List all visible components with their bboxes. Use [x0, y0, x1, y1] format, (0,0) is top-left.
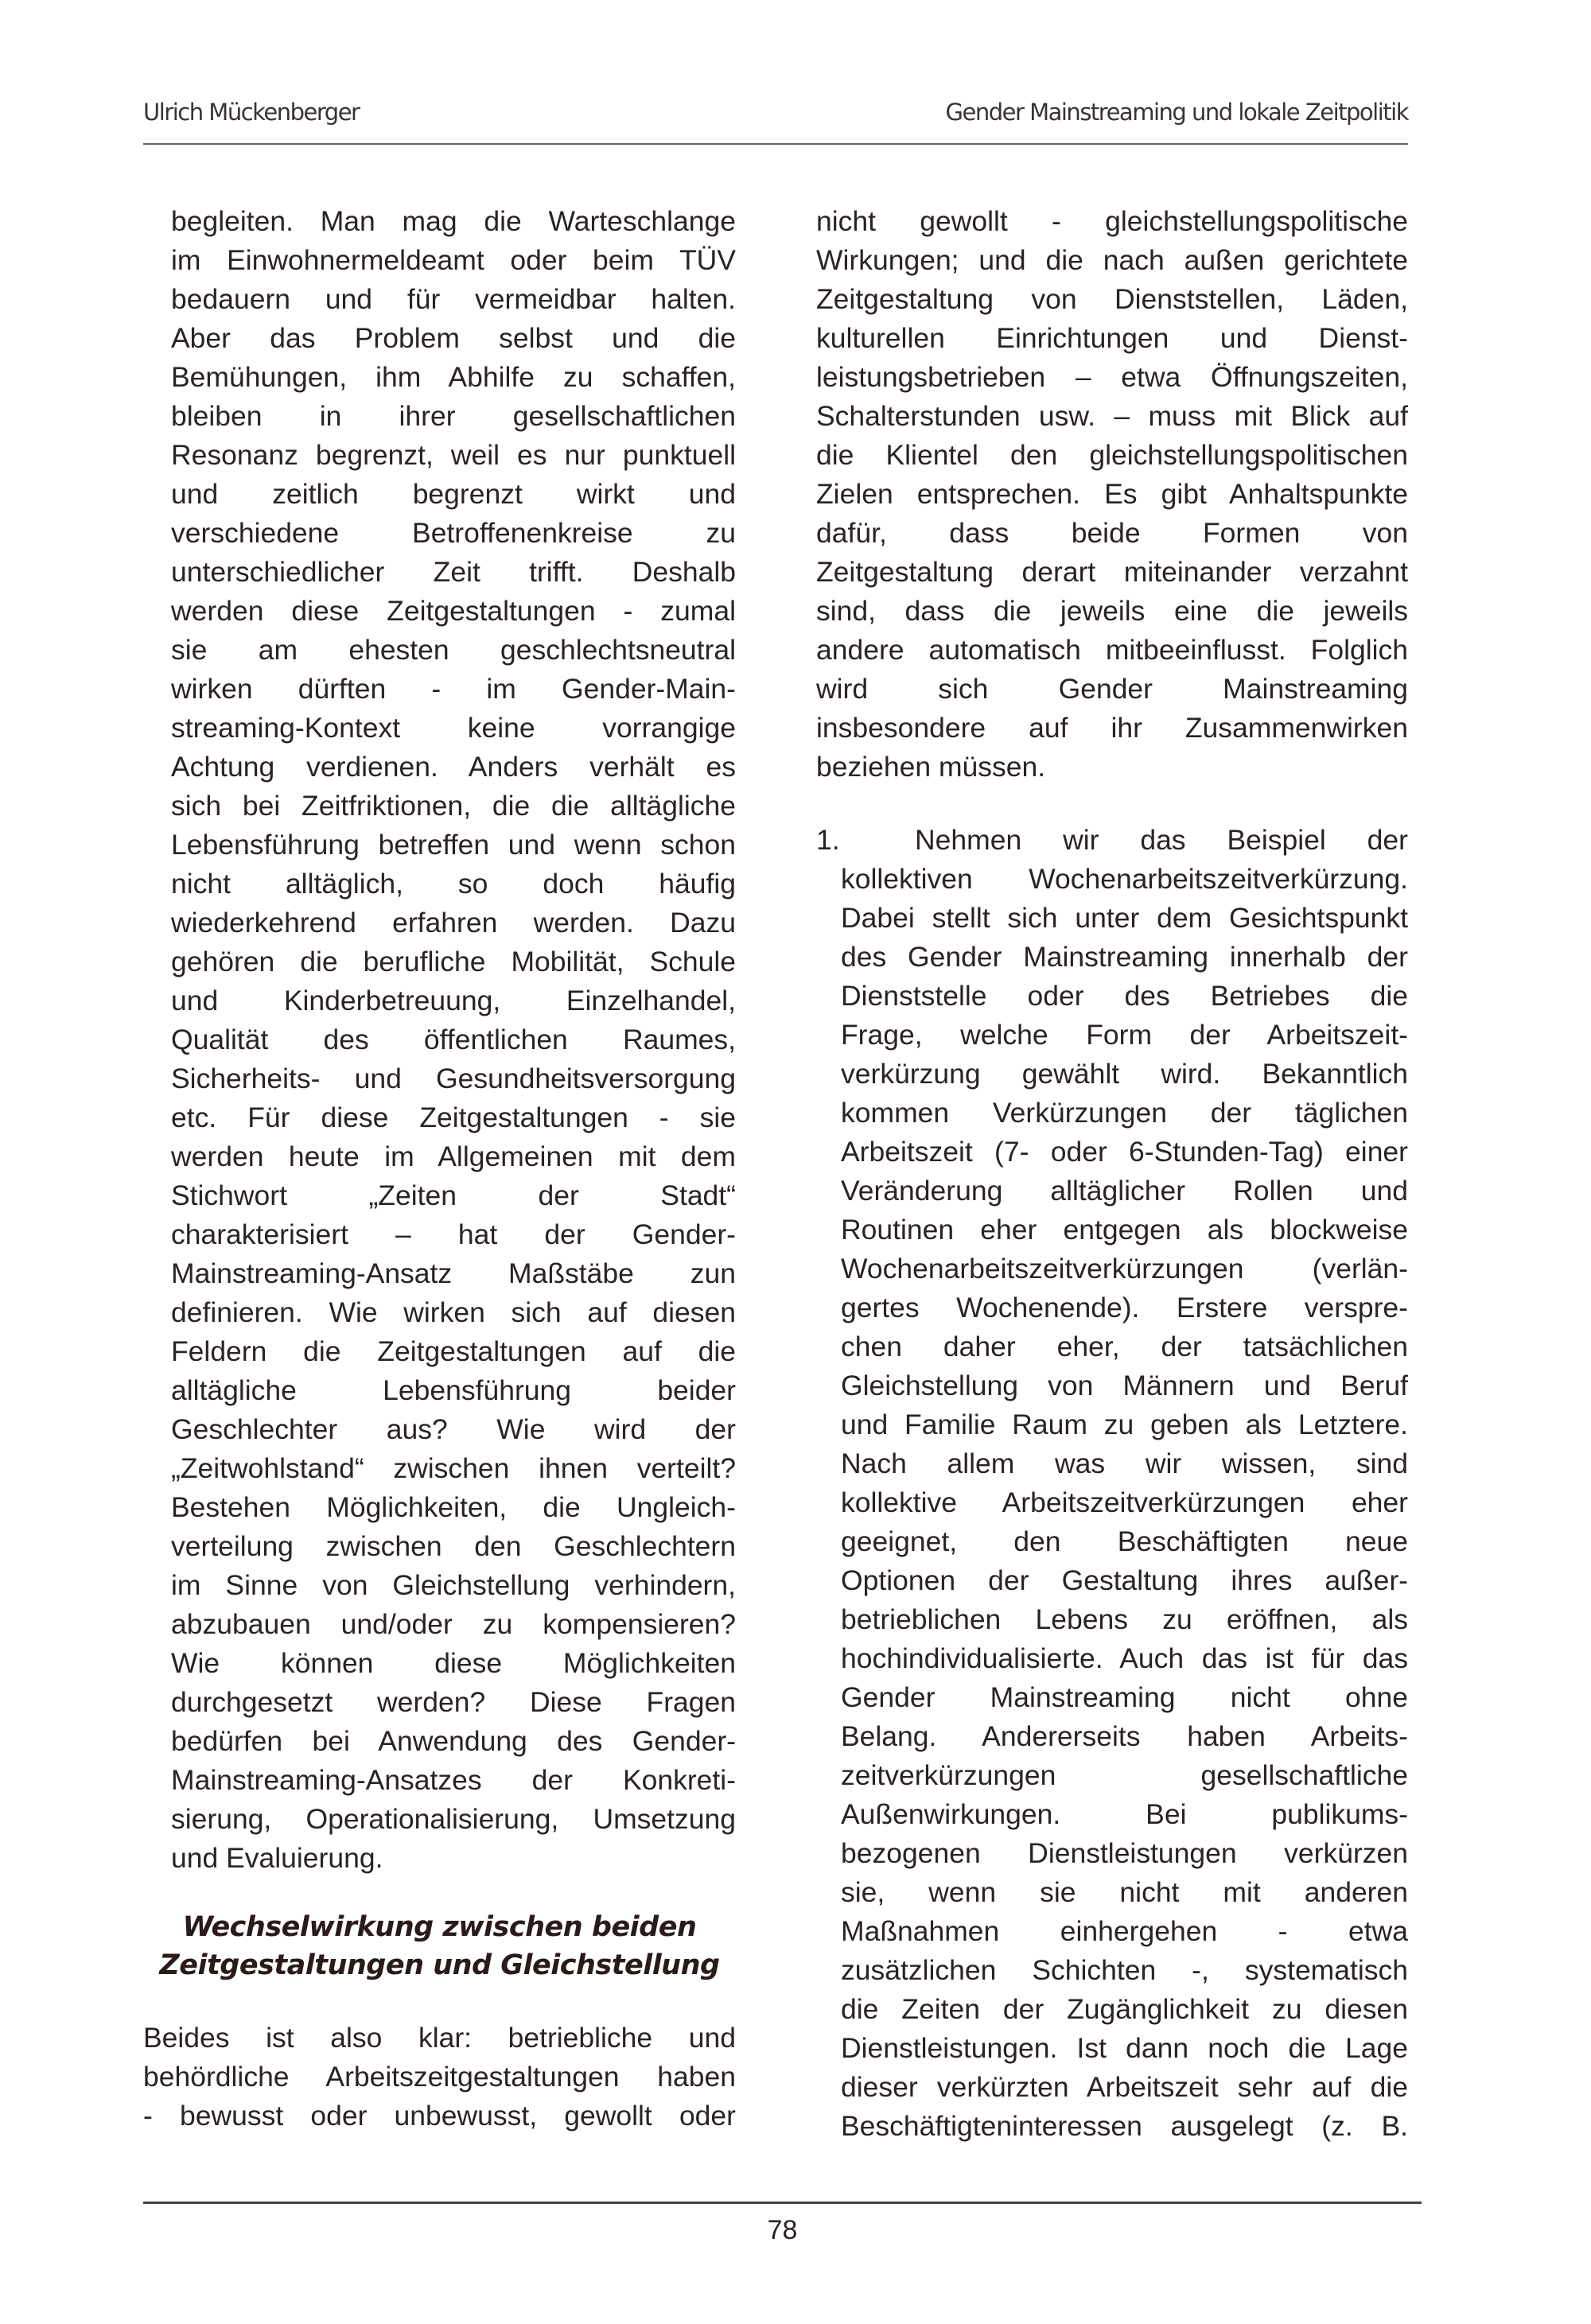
- text-line: Mainstreaming-Ansatz Maßstäbe zun: [171, 1257, 736, 1289]
- text-line: Zielen entsprechen. Es gibt Anhaltspunkte: [816, 478, 1408, 510]
- text-line: gertes Wochenende). Erstere verspre-: [841, 1292, 1408, 1323]
- right-paragraph-1: [816, 202, 1408, 787]
- text-line: zusätzlichen Schichten -, systematisch: [841, 1954, 1408, 1986]
- page-number: 78: [767, 2215, 798, 2245]
- text-line: Optionen der Gestaltung ihres außer-: [841, 1564, 1408, 1596]
- text-line: im Einwohnermeldeamt oder beim TÜV: [171, 244, 736, 276]
- text-line: Dabei stellt sich unter dem Gesichtspunkt: [841, 902, 1408, 934]
- text-line: verkürzung gewählt wird. Bekanntlich: [841, 1058, 1408, 1090]
- text-line: Dienststelle oder des Betriebes die: [841, 980, 1408, 1012]
- text-line: charakterisiert – hat der Gender-: [171, 1218, 736, 1250]
- text-line: sie, wenn sie nicht mit anderen: [841, 1876, 1408, 1908]
- text-line: Gleichstellung von Männern und Beruf: [841, 1370, 1408, 1401]
- text-line: bedürfen bei Anwendung des Gender-: [171, 1725, 736, 1757]
- text-line: des Gender Mainstreaming innerhalb der: [841, 941, 1408, 973]
- text-line: Feldern die Zeitgestaltungen auf die: [171, 1335, 736, 1367]
- text-line: Belang. Andererseits haben Arbeits-: [841, 1720, 1408, 1752]
- text-line: geeignet, den Beschäftigten neue: [841, 1525, 1408, 1557]
- text-line: Geschlechter aus? Wie wird der: [171, 1413, 736, 1445]
- text-line: definieren. Wie wirken sich auf diesen: [171, 1296, 736, 1328]
- text-line: und Kinderbetreuung, Einzelhandel,: [171, 985, 736, 1016]
- running-header-author: Ulrich Mückenberger: [143, 99, 360, 126]
- text-line: die Klientel den gleichstellungspolitischen: [816, 439, 1408, 471]
- text-line: Schalterstunden usw. – muss mit Blick auf: [816, 400, 1408, 432]
- text-line: unterschiedlicher Zeit trifft. Deshalb: [171, 556, 736, 588]
- text-line: verschiedene Betroffenenkreise zu: [171, 517, 736, 549]
- text-line: werden heute im Allgemeinen mit dem: [171, 1141, 736, 1172]
- text-line: insbesondere auf ihr Zusammenwirken: [816, 712, 1408, 744]
- text-line: bezogenen Dienstleistungen verkürzen: [841, 1837, 1408, 1869]
- text-line: sich bei Zeitfriktionen, die die alltägliche: [171, 790, 736, 822]
- text-line: Zeitgestaltung derart miteinander verzahnt: [816, 556, 1408, 588]
- section-heading-line: Zeitgestaltungen und Gleichstellung: [159, 1949, 720, 1981]
- text-line: Wirkungen; und die nach außen gerichtete: [816, 244, 1408, 276]
- text-line: Achtung verdienen. Anders verhält es: [171, 751, 736, 783]
- text-line: behördliche Arbeitszeitgestaltungen haben: [143, 2061, 736, 2093]
- text-line: Mainstreaming-Ansatzes der Konkreti-: [171, 1764, 736, 1796]
- right-paragraph-2: [841, 821, 1408, 2146]
- text-line: Nehmen wir das Beispiel der: [915, 824, 1408, 856]
- text-line: bleiben in ihrer gesellschaftlichen: [171, 400, 736, 432]
- text-line: gehören die berufliche Mobilität, Schule: [171, 946, 736, 977]
- text-line: kulturellen Einrichtungen und Dienst-: [816, 322, 1408, 354]
- text-line: sierung, Operationalisierung, Umsetzung: [171, 1803, 736, 1835]
- text-line: wirken dürften - im Gender-Main-: [171, 673, 736, 705]
- text-line: Frage, welche Form der Arbeitszeit-: [841, 1019, 1408, 1051]
- text-line: bedauern und für vermeidbar halten.: [171, 283, 736, 315]
- text-line: Wochenarbeitszeitverkürzungen (verlän-: [841, 1253, 1408, 1284]
- header-divider: [143, 143, 1408, 145]
- text-line: Veränderung alltäglicher Rollen und: [841, 1175, 1408, 1207]
- text-line: wiederkehrend erfahren werden. Dazu: [171, 907, 736, 939]
- section-heading: [143, 1908, 736, 1984]
- text-line: kollektive Arbeitszeitverkürzungen eher: [841, 1487, 1408, 1518]
- text-line: wird sich Gender Mainstreaming: [816, 673, 1408, 705]
- text-line: Maßnahmen einhergehen - etwa: [841, 1915, 1408, 1947]
- text-line: „Zeitwohlstand“ zwischen ihnen verteilt?: [171, 1452, 736, 1484]
- text-line: und zeitlich begrenzt wirkt und: [171, 478, 736, 510]
- text-line: Resonanz begrenzt, weil es nur punktuell: [171, 439, 736, 471]
- text-line: Aber das Problem selbst und die: [171, 322, 736, 354]
- text-line: dafür, dass beide Formen von: [816, 517, 1408, 549]
- text-line: abzubauen und/oder zu kompensieren?: [171, 1608, 736, 1640]
- list-number: 1.: [816, 824, 840, 856]
- text-line: - bewusst oder unbewusst, gewollt oder: [143, 2100, 736, 2132]
- text-line: Wie können diese Möglichkeiten: [171, 1647, 736, 1679]
- text-line: andere automatisch mitbeeinflusst. Folglich: [816, 634, 1408, 666]
- text-line: betrieblichen Lebens zu eröffnen, als: [841, 1603, 1408, 1635]
- text-line: etc. Für diese Zeitgestaltungen - sie: [171, 1102, 736, 1133]
- text-line: sind, dass die jeweils eine die jeweils: [816, 595, 1408, 627]
- text-line: durchgesetzt werden? Diese Fragen: [171, 1686, 736, 1718]
- text-line: und Evaluierung.: [171, 1842, 383, 1874]
- text-line: sie am ehesten geschlechtsneutral: [171, 634, 736, 666]
- text-line: Außenwirkungen. Bei publikums-: [841, 1798, 1408, 1830]
- text-line: chen daher eher, der tatsächlichen: [841, 1331, 1408, 1362]
- text-line: Stichwort „Zeiten der Stadt“: [171, 1179, 736, 1211]
- text-line: Dienstleistungen. Ist dann noch die Lage: [841, 2032, 1408, 2064]
- text-line: die Zeiten der Zugänglichkeit zu diesen: [841, 1993, 1408, 2025]
- text-line: Beides ist also klar: betriebliche und: [143, 2022, 736, 2054]
- left-paragraph-2: [143, 2019, 736, 2136]
- text-line: Arbeitszeit (7- oder 6-Stunden-Tag) einer: [841, 1136, 1408, 1168]
- text-line: und Familie Raum zu geben als Letztere.: [841, 1409, 1408, 1440]
- text-line: hochindividualisierte. Auch das ist für das: [841, 1642, 1408, 1674]
- text-line: Bestehen Möglichkeiten, die Ungleich-: [171, 1491, 736, 1523]
- text-line: Routinen eher entgegen als blockweise: [841, 1214, 1408, 1246]
- section-heading-line: Wechselwirkung zwischen beiden: [182, 1911, 697, 1943]
- text-line: beziehen müssen.: [816, 751, 1046, 783]
- text-line: alltägliche Lebensführung beider: [171, 1374, 736, 1406]
- text-line: Beschäftigteninteressen ausgelegt (z. B.: [841, 2110, 1408, 2142]
- text-line: kommen Verkürzungen der täglichen: [841, 1097, 1408, 1129]
- text-line: Bemühungen, ihm Abhilfe zu schaffen,: [171, 361, 736, 393]
- text-line: im Sinne von Gleichstellung verhindern,: [171, 1569, 736, 1601]
- text-line: streaming-Kontext keine vorrangige: [171, 712, 736, 744]
- left-paragraph-1: [171, 202, 736, 1878]
- text-line: dieser verkürzten Arbeitszeit sehr auf die: [841, 2071, 1408, 2103]
- text-line: begleiten. Man mag die Warteschlange: [171, 205, 736, 237]
- text-line: nicht alltäglich, so doch häufig: [171, 868, 736, 900]
- text-line: kollektiven Wochenarbeitszeitverkürzung.: [841, 863, 1408, 895]
- text-line: werden diese Zeitgestaltungen - zumal: [171, 595, 736, 627]
- text-line: Zeitgestaltung von Dienststellen, Läden,: [816, 283, 1408, 315]
- footer-divider: [143, 2202, 1422, 2204]
- text-line: zeitverkürzungen gesellschaftliche: [841, 1759, 1408, 1791]
- text-line: Qualität des öffentlichen Raumes,: [171, 1024, 736, 1055]
- text-line: Nach allem was wir wissen, sind: [841, 1448, 1408, 1479]
- text-line: Sicherheits- und Gesundheitsversorgung: [171, 1063, 736, 1094]
- running-header-title: Gender Mainstreaming und lokale Zeitpolitik: [945, 99, 1408, 126]
- text-line: verteilung zwischen den Geschlechtern: [171, 1530, 736, 1562]
- text-line: Gender Mainstreaming nicht ohne: [841, 1681, 1408, 1713]
- text-line: Lebensführung betreffen und wenn schon: [171, 829, 736, 861]
- text-line: leistungsbetrieben – etwa Öffnungszeiten,: [816, 361, 1408, 393]
- text-line: nicht gewollt - gleichstellungspolitische: [816, 205, 1408, 237]
